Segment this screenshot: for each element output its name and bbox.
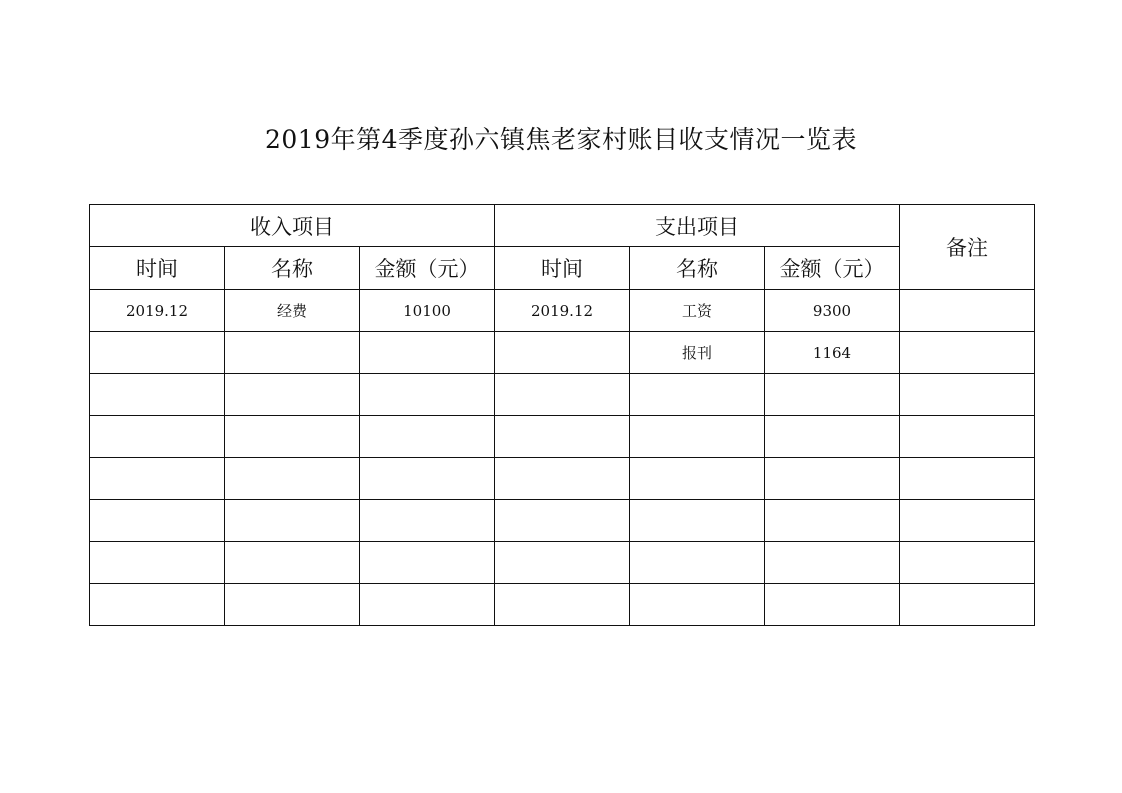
income-time-cell	[90, 458, 225, 500]
document-title: 2019年第4季度孙六镇焦老家村账目收支情况一览表	[264, 125, 858, 154]
income-time-cell	[90, 584, 225, 626]
remark-cell	[900, 500, 1035, 542]
table-row	[90, 416, 1035, 458]
income-name-cell	[225, 374, 360, 416]
expense-name-cell	[630, 458, 765, 500]
income-name-cell: 经费	[225, 290, 360, 332]
remark-cell	[900, 458, 1035, 500]
remark-header: 备注	[900, 205, 1035, 290]
expense-amount-cell	[765, 458, 900, 500]
table-row	[90, 290, 1035, 332]
expense-time-cell	[495, 332, 630, 374]
remark-cell	[900, 290, 1035, 332]
remark-cell	[900, 584, 1035, 626]
income-name-cell	[225, 458, 360, 500]
table-row	[90, 542, 1035, 584]
income-name-cell	[225, 332, 360, 374]
income-amount-cell	[360, 500, 495, 542]
income-name-cell	[225, 416, 360, 458]
table-row	[90, 332, 1035, 374]
expense-amount-cell	[765, 584, 900, 626]
income-time-cell: 2019.12	[90, 290, 225, 332]
expense-time-cell	[495, 584, 630, 626]
income-name-cell	[225, 584, 360, 626]
income-time-header: 时间	[90, 247, 225, 290]
remark-cell	[900, 332, 1035, 374]
expense-time-cell	[495, 458, 630, 500]
expense-name-cell	[630, 542, 765, 584]
table-row	[90, 584, 1035, 626]
expense-amount-cell: 1164	[765, 332, 900, 374]
remark-cell	[900, 374, 1035, 416]
expense-amount-header: 金额（元）	[765, 247, 900, 290]
income-time-cell	[90, 332, 225, 374]
income-group-header: 收入项目	[90, 205, 495, 247]
expense-time-cell	[495, 416, 630, 458]
income-amount-header: 金额（元）	[360, 247, 495, 290]
income-amount-cell	[360, 416, 495, 458]
income-name-header: 名称	[225, 247, 360, 290]
expense-time-header: 时间	[495, 247, 630, 290]
income-time-cell	[90, 374, 225, 416]
income-amount-cell	[360, 542, 495, 584]
expense-amount-cell	[765, 542, 900, 584]
expense-amount-cell: 9300	[765, 290, 900, 332]
income-amount-cell	[360, 458, 495, 500]
expense-name-header: 名称	[630, 247, 765, 290]
expense-amount-cell	[765, 416, 900, 458]
income-time-cell	[90, 542, 225, 584]
expense-name-cell	[630, 500, 765, 542]
income-amount-cell	[360, 584, 495, 626]
expense-time-cell	[495, 542, 630, 584]
expense-name-cell	[630, 584, 765, 626]
expense-time-cell	[495, 374, 630, 416]
ledger-body	[90, 290, 1035, 626]
table-row	[90, 458, 1035, 500]
expense-name-cell: 报刊	[630, 332, 765, 374]
expense-amount-cell	[765, 374, 900, 416]
income-time-cell	[90, 500, 225, 542]
expense-name-cell: 工资	[630, 290, 765, 332]
sub-header-row	[90, 247, 1035, 290]
expense-name-cell	[630, 416, 765, 458]
remark-cell	[900, 542, 1035, 584]
income-name-cell	[225, 500, 360, 542]
table-row	[90, 374, 1035, 416]
income-amount-cell	[360, 374, 495, 416]
expense-amount-cell	[765, 500, 900, 542]
income-time-cell	[90, 416, 225, 458]
remark-cell	[900, 416, 1035, 458]
expense-time-cell	[495, 500, 630, 542]
expense-time-cell: 2019.12	[495, 290, 630, 332]
header-group-row	[90, 205, 1035, 247]
income-amount-cell	[360, 332, 495, 374]
ledger-table	[89, 204, 1035, 626]
expense-group-header: 支出项目	[495, 205, 900, 247]
income-name-cell	[225, 542, 360, 584]
income-amount-cell: 10100	[360, 290, 495, 332]
expense-name-cell	[630, 374, 765, 416]
table-row	[90, 500, 1035, 542]
